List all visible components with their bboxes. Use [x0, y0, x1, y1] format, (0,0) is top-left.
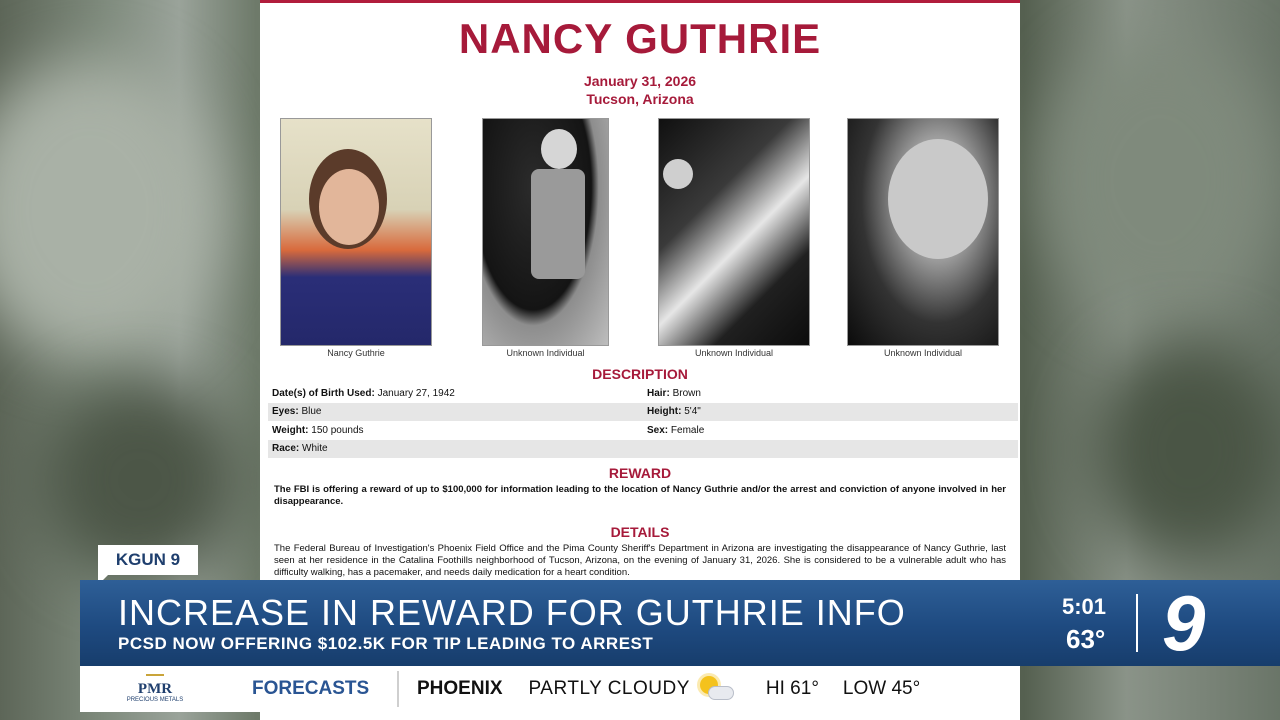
weather-ticker	[80, 666, 1020, 712]
ticker-divider	[397, 671, 399, 707]
height-label: Height:	[647, 406, 682, 418]
eyes-label: Eyes:	[272, 406, 299, 418]
table-row	[268, 384, 1018, 403]
sponsor-subtitle: PRECIOUS METALS	[126, 697, 184, 703]
race-value: White	[302, 443, 328, 455]
photo-nancy-guthrie	[280, 118, 432, 346]
description-heading: DESCRIPTION	[592, 366, 688, 382]
dob-label: Date(s) of Birth Used:	[272, 387, 375, 399]
clock-time: 5:01	[1062, 594, 1107, 619]
height-value: 5'4"	[684, 406, 701, 418]
forecast-high: HI 61°	[765, 678, 819, 699]
reward-text: The FBI is offering a reward of up to $100,000 for information leading to the location of Nancy Guthrie and/or the arrest and conviction of anyone involved in her disappearance.	[274, 484, 1006, 507]
photo-unknown-individual	[847, 118, 999, 346]
details-text: The Federal Bureau of Investigation's Phoenix Field Office and the Pima County Sheriff's Department in Arizona are investigating the disappearance of Nancy Guthrie, last seen at her residence in the Catalina Foothills neighborhood of Tucson, Arizona, on the evening of January 31, 2026. She is considered to be a vulnerable adult who has difficulty walking, has a pacemaker, and needs daily medication for a heart condition.	[274, 543, 1006, 578]
forecast-condition: PARTLY CLOUDY	[528, 678, 690, 699]
eyes-value: Blue	[301, 406, 322, 418]
crown-icon	[146, 674, 164, 680]
photo-unknown-individual	[482, 118, 609, 346]
table-row	[268, 440, 1018, 459]
background-blur	[0, 60, 220, 360]
subheadline: PCSD NOW OFFERING $102.5K FOR TIP LEADING TO ARREST	[118, 634, 654, 653]
headline-banner	[80, 580, 1280, 666]
weight-value: 150 pounds	[311, 424, 364, 436]
background-blur	[1090, 340, 1280, 560]
photo-caption: Unknown Individual	[694, 348, 774, 358]
sex-label: Sex:	[647, 424, 669, 436]
weight-label: Weight:	[272, 424, 309, 436]
details-heading: DETAILS	[610, 524, 670, 540]
background-blur	[1040, 40, 1280, 320]
banner-divider	[1136, 594, 1138, 652]
channel-logo: 9	[1162, 579, 1206, 667]
hair-value: Brown	[672, 387, 701, 399]
sex-value: Female	[670, 424, 705, 436]
photo-caption: Unknown Individual	[883, 348, 963, 358]
partly-cloudy-icon	[696, 674, 736, 704]
forecast-low: LOW 45°	[842, 678, 921, 699]
forecast-city: PHOENIX	[417, 678, 503, 699]
reward-heading: REWARD	[608, 465, 672, 481]
sponsor-logo	[80, 666, 230, 712]
poster-title: NANCY GUTHRIE	[458, 15, 822, 62]
current-temperature: 63°	[1066, 624, 1106, 654]
hair-label: Hair:	[647, 387, 670, 399]
sponsor-name: PMR	[137, 681, 173, 697]
photo-unknown-individual	[658, 118, 810, 346]
station-tag: KGUN 9	[98, 545, 198, 575]
table-row	[268, 421, 1018, 440]
photo-caption: Unknown Individual	[506, 348, 585, 358]
description-table	[268, 384, 1018, 458]
cloud-icon	[708, 686, 734, 700]
headline: INCREASE IN REWARD FOR GUTHRIE INFO	[118, 592, 906, 633]
ticker-section-label: FORECASTS	[252, 678, 370, 699]
dob-value: January 27, 1942	[377, 387, 455, 399]
poster-place: Tucson, Arizona	[586, 91, 694, 107]
table-row	[268, 403, 1018, 422]
poster-date: January 31, 2026	[583, 73, 697, 89]
photo-caption: Nancy Guthrie	[327, 348, 385, 358]
race-label: Race:	[272, 443, 300, 455]
